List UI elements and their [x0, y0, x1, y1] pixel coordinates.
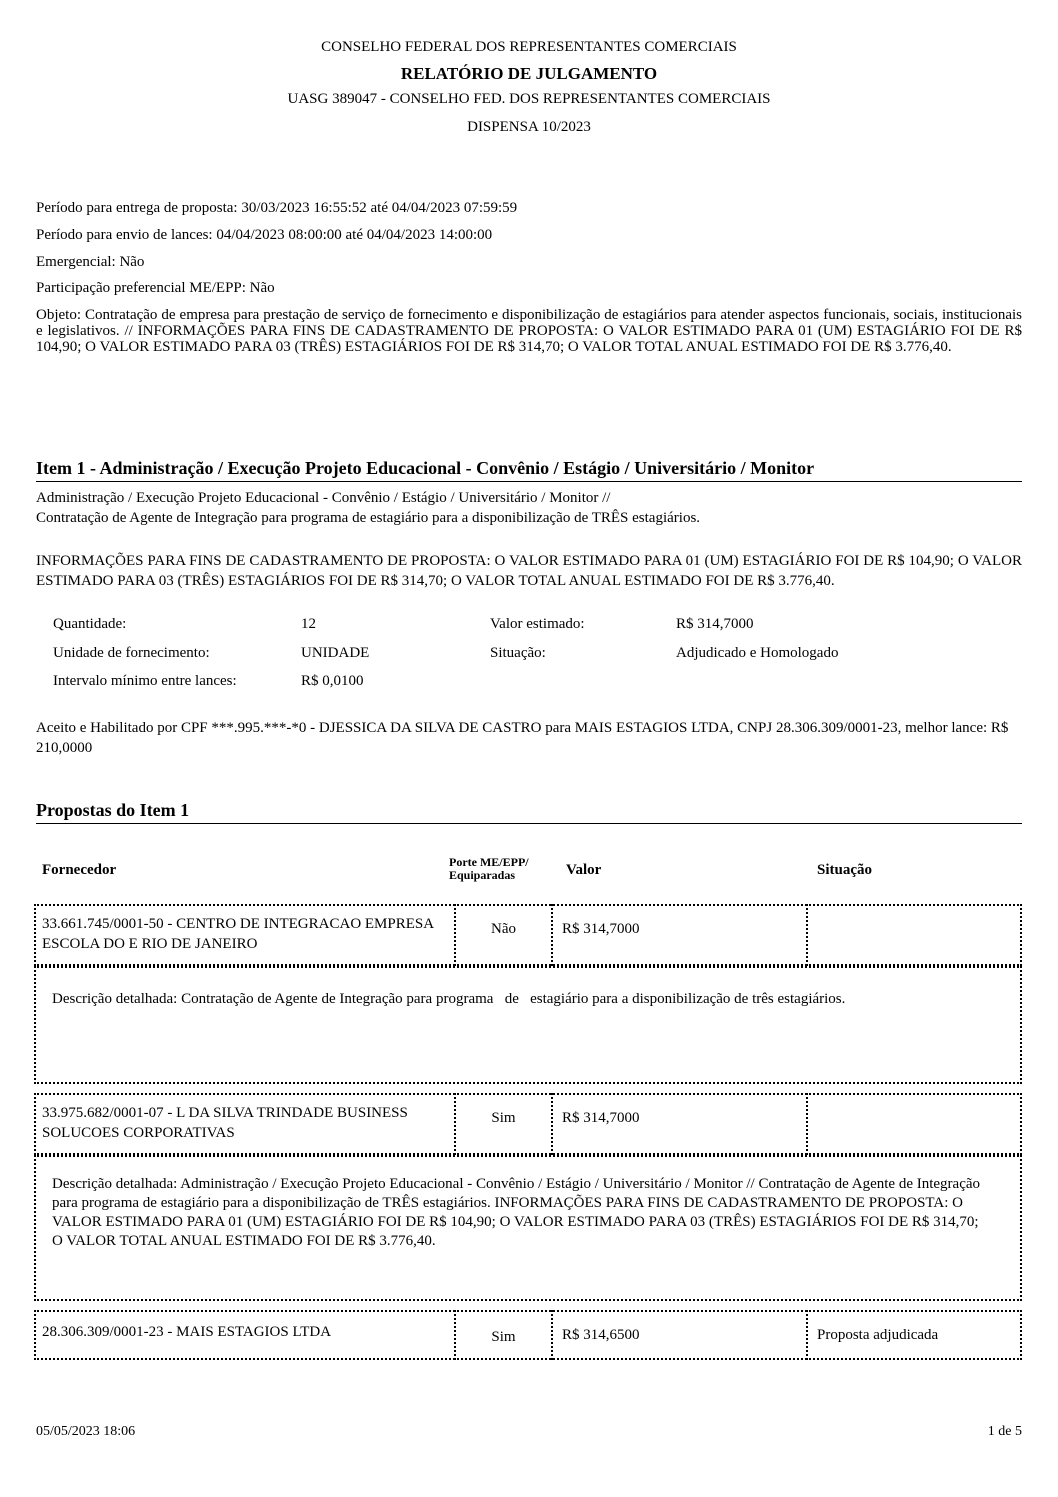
proposta-descricao-box: [34, 966, 1022, 1084]
column-divider: [806, 904, 808, 966]
proposta-porte: Não: [491, 921, 516, 937]
proposta-valor: R$ 314,7000: [562, 921, 640, 937]
objeto: Objeto: Contratação de empresa para prestação de serviço de fornecimento e disponibilização de estagiários para atender aspectos funcionais, sociais, institucionais e legislativos. // INFORMAÇÕES PARA FINS DE CADASTRAMENTO DE PROPOSTA: O VALOR ESTIMADO PARA 01 (UM) ESTAGIÁRIO FOI DE R$ 104,90; O VALOR ESTIMADO PARA 03 (TRÊS) ESTAGIÁRIOS FOI DE R$ 314,70; O VALOR TOTAL ANUAL ESTIMADO FOI DE R$ 3.776,40.: [36, 307, 1022, 355]
intervalo-label: Intervalo mínimo entre lances:: [53, 673, 237, 689]
valor-estimado-label: Valor estimado:: [490, 616, 585, 632]
aceito-habilitado: Aceito e Habilitado por CPF ***.995.***-*0 - DJESSICA DA SILVA DE CASTRO para MAIS ESTAGIOS LTDA, CNPJ 28.306.309/0001-23, melhor lance: R$ 210,0000: [36, 720, 1009, 756]
valor-estimado-value: R$ 314,7000: [676, 616, 754, 632]
periodo-lances: Período para envio de lances: 04/04/2023 08:00:00 até 04/04/2023 14:00:00: [36, 227, 493, 243]
unidade-label: Unidade de fornecimento:: [53, 645, 210, 661]
org-name: CONSELHO FEDERAL DOS REPRESENTANTES COMERCIAIS: [321, 39, 737, 55]
proposta-valor: R$ 314,7000: [562, 1110, 640, 1126]
report-title: RELATÓRIO DE JULGAMENTO: [400, 64, 658, 83]
footer-datetime: 05/05/2023 18:06: [36, 1424, 136, 1439]
col-porte: Porte ME/EPP/ Equiparadas: [449, 855, 529, 882]
column-divider: [551, 1093, 553, 1155]
proposta-fornecedor: 28.306.309/0001-23 - MAIS ESTAGIOS LTDA: [42, 1324, 332, 1340]
item-title: Item 1 - Administração / Execução Projeto Educacional - Convênio / Estágio / Universitário / Monitor: [36, 458, 1022, 482]
proposta-valor: R$ 314,6500: [562, 1327, 640, 1343]
proposta-porte: Sim: [491, 1329, 516, 1345]
col-valor: Valor: [566, 862, 602, 878]
proposta-fornecedor: 33.661.745/0001-50 - CENTRO DE INTEGRACAO EMPRESA ESCOLA DO E RIO DE JANEIRO: [42, 916, 434, 952]
quantidade-label: Quantidade:: [53, 616, 127, 632]
item-desc-1: Administração / Execução Projeto Educacional - Convênio / Estágio / Universitário / Monitor //: [36, 490, 611, 506]
participacao-preferencial: Participação preferencial ME/EPP: Não: [36, 280, 275, 296]
situacao-label: Situação:: [490, 645, 546, 661]
proposta-descricao: Descrição detalhada: Administração / Execução Projeto Educacional - Convênio / Estágio / Universitário / Monitor // Contratação de Agente de Integração para programa de estagiário para a disponibilização de TRÊS estagiários. INFORMAÇÕES PARA FINS DE CADASTRAMENTO DE PROPOSTA: O VALOR ESTIMADO PARA 01 (UM) ESTAGIÁRIO FOI DE R$ 104,90; O VALOR ESTIMADO PARA 03 (TRÊS) ESTAGIÁRIOS FOI DE R$ 314,70; O VALOR TOTAL ANUAL ESTIMADO FOI DE R$ 3.776,40.: [52, 1176, 981, 1249]
proposta-descricao: Descrição detalhada: Contratação de Agente de Integração para programa de estagiário para a disponibilização de três estagiários.: [52, 991, 846, 1007]
column-divider: [551, 904, 553, 966]
footer-page-number: 1 de 5: [987, 1424, 1022, 1439]
dispensa-line: DISPENSA 10/2023: [467, 119, 591, 135]
col-fornecedor: Fornecedor: [42, 862, 117, 878]
emergencial: Emergencial: Não: [36, 254, 145, 270]
item-info: INFORMAÇÕES PARA FINS DE CADASTRAMENTO DE PROPOSTA: O VALOR ESTIMADO PARA 01 (UM) ESTAGIÁRIO FOI DE R$ 104,90; O VALOR ESTIMADO PARA 03 (TRÊS) ESTAGIÁRIOS FOI DE R$ 314,70; O VALOR TOTAL ANUAL ESTIMADO FOI DE R$ 3.776,40.: [36, 553, 1022, 589]
unidade-value: UNIDADE: [301, 645, 370, 661]
intervalo-value: R$ 0,0100: [301, 673, 364, 689]
proposta-situacao: Proposta adjudicada: [817, 1327, 939, 1343]
col-situacao: Situação: [817, 862, 873, 878]
column-divider: [551, 1310, 553, 1360]
item-desc-2: Contratação de Agente de Integração para programa de estagiário para a disponibilização de TRÊS estagiários.: [36, 510, 701, 526]
situacao-value: Adjudicado e Homologado: [676, 645, 839, 661]
propostas-title: Propostas do Item 1: [36, 800, 1022, 824]
proposta-porte: Sim: [491, 1110, 516, 1126]
periodo-proposta: Período para entrega de proposta: 30/03/2023 16:55:52 até 04/04/2023 07:59:59: [36, 200, 518, 216]
column-divider: [806, 1093, 808, 1155]
quantidade-value: 12: [301, 616, 316, 632]
proposta-fornecedor: 33.975.682/0001-07 - L DA SILVA TRINDADE BUSINESS SOLUCOES CORPORATIVAS: [42, 1105, 408, 1141]
column-divider: [806, 1310, 808, 1360]
uasg-line: UASG 389047 - CONSELHO FED. DOS REPRESENTANTES COMERCIAIS: [287, 91, 771, 107]
